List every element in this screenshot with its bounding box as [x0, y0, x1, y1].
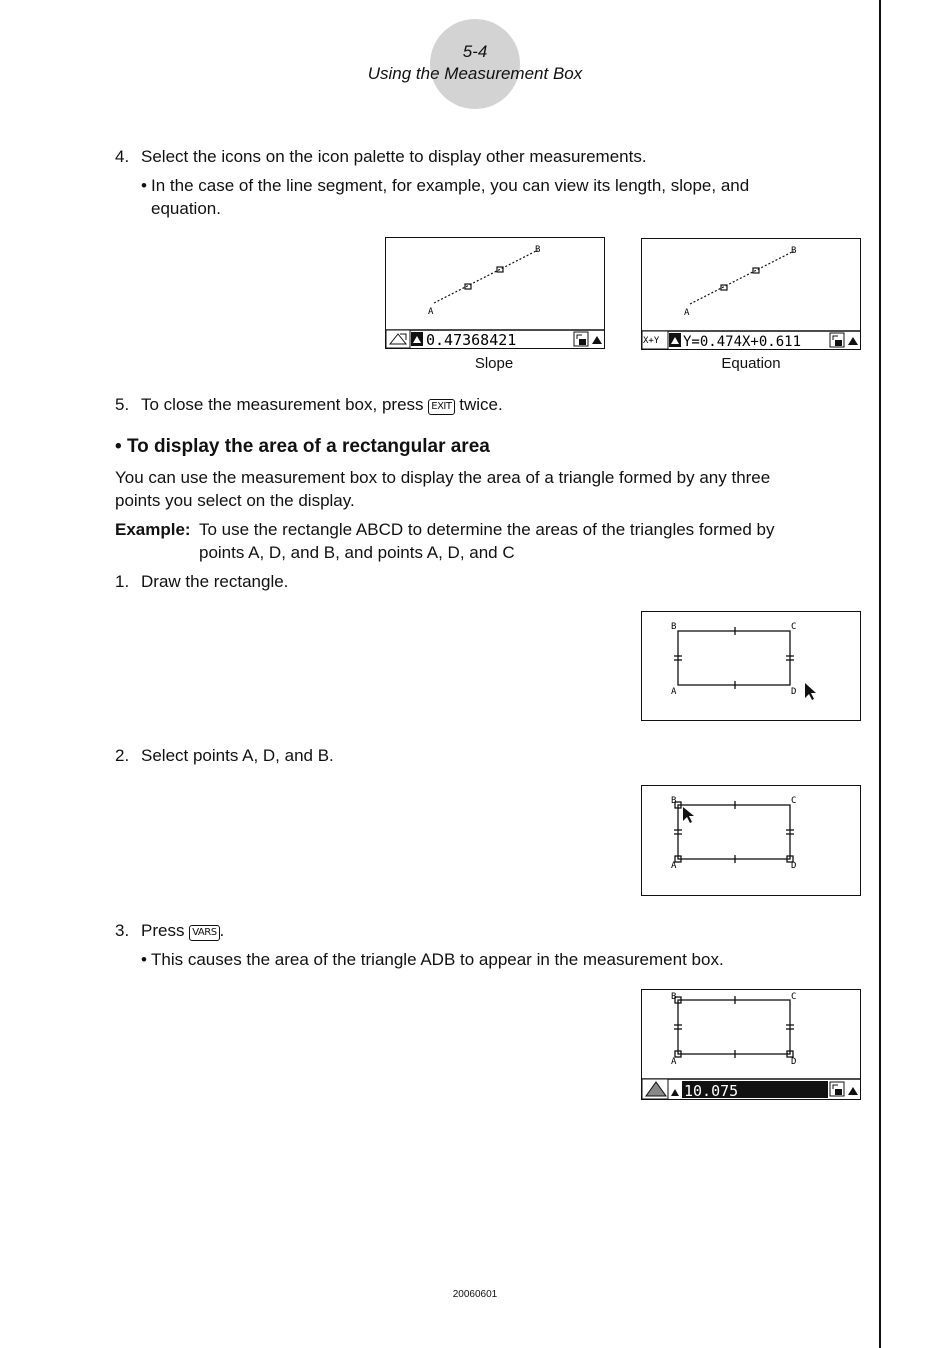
- selected-points-screenshot: [641, 785, 861, 896]
- step3-text-after: .: [219, 921, 225, 940]
- step2-number: 2.: [115, 746, 130, 765]
- equation-icon-label: X+Y: [643, 336, 660, 346]
- area-screenshot: [641, 989, 861, 1100]
- scroll-up-icon[interactable]: [411, 332, 423, 346]
- point-label-a: A: [684, 308, 690, 318]
- section-bullet: •: [115, 436, 122, 457]
- equation-caption: Equation: [721, 355, 781, 372]
- vars-key: VARS: [189, 925, 219, 941]
- expand-icon[interactable]: [592, 336, 602, 344]
- slope-caption: Slope: [474, 355, 514, 372]
- step3-text: [141, 920, 224, 942]
- point-label-a: A: [428, 307, 434, 317]
- step5-text-after: twice.: [459, 395, 503, 414]
- section-heading: [115, 436, 490, 458]
- rect-label-c: C: [791, 622, 797, 632]
- step5-text-before: To close the measurement box, press: [141, 395, 424, 414]
- point-label-b: B: [535, 245, 541, 255]
- area-value: 10.075: [684, 1082, 739, 1099]
- step1-number: 1.: [115, 572, 130, 591]
- point-label-b: B: [791, 246, 797, 256]
- step3-text-before: Press: [141, 921, 185, 940]
- page-title: Using the Measurement Box: [367, 64, 583, 83]
- rect-label-a: A: [671, 1057, 677, 1067]
- rect-label-d: D: [791, 687, 797, 697]
- step4-text: Select the icons on the icon palette to display other measurements.: [141, 147, 647, 166]
- cursor-arrow-icon: [805, 683, 816, 700]
- rect-label-b: B: [671, 796, 677, 806]
- rectangle-screenshot: [641, 611, 861, 721]
- rect-label-c: C: [791, 992, 797, 1002]
- step5-number: 5.: [115, 395, 130, 414]
- lock-icon[interactable]: [830, 333, 844, 347]
- intro-line1: You can use the measurement box to display the area of a triangle formed by any three: [115, 468, 771, 487]
- step3-bullet-text: This causes the area of the triangle ADB to appear in the measurement box.: [151, 950, 724, 969]
- footer-code: 20060601: [452, 1289, 498, 1300]
- step3-bullet-marker: •: [141, 950, 147, 969]
- expand-icon[interactable]: [848, 337, 858, 345]
- equation-value: Y=0.474X+0.611: [683, 334, 802, 349]
- intro-line2: points you select on the display.: [115, 491, 355, 510]
- example-line2: points A, D, and B, and points A, D, and C: [199, 543, 515, 562]
- example-line1: To use the rectangle ABCD to determine the areas of the triangles formed by: [199, 520, 775, 539]
- rect-label-b: B: [671, 622, 677, 632]
- section-title: To display the area of a rectangular area: [126, 436, 490, 457]
- exit-key: EXIT: [428, 399, 454, 415]
- rect-label-d: D: [791, 861, 797, 871]
- rect-label-a: A: [671, 861, 677, 871]
- rect-label-b: B: [671, 992, 677, 1002]
- scroll-up-icon[interactable]: [669, 333, 681, 347]
- equation-screenshot: [641, 238, 861, 350]
- step1-text: Draw the rectangle.: [141, 572, 289, 591]
- area-icon[interactable]: [642, 1079, 668, 1099]
- step4-bullet-line1: In the case of the line segment, for example, you can view its length, slope, and: [151, 176, 750, 195]
- scroll-up-icon[interactable]: [671, 1089, 679, 1096]
- expand-icon[interactable]: [848, 1087, 858, 1095]
- step2-text: Select points A, D, and B.: [141, 746, 334, 765]
- step4-number: 4.: [115, 147, 130, 166]
- rect-label-a: A: [671, 687, 677, 697]
- step5-text: [141, 394, 503, 416]
- lock-icon[interactable]: [574, 332, 588, 346]
- step3-number: 3.: [115, 921, 130, 940]
- slope-screenshot: [385, 237, 605, 349]
- step4-bullet-line2: equation.: [151, 199, 221, 218]
- rect-label-d: D: [791, 1057, 797, 1067]
- right-margin-rule: [879, 0, 881, 1348]
- cursor-arrow-icon: [683, 807, 694, 823]
- step4-bullet-marker: •: [141, 176, 147, 195]
- slope-value: 0.47368421: [426, 331, 517, 348]
- lock-icon[interactable]: [830, 1082, 844, 1096]
- slope-icon[interactable]: [386, 330, 410, 348]
- example-label: Example:: [115, 520, 191, 539]
- rect-label-c: C: [791, 796, 797, 806]
- section-number: 5-4: [462, 42, 488, 61]
